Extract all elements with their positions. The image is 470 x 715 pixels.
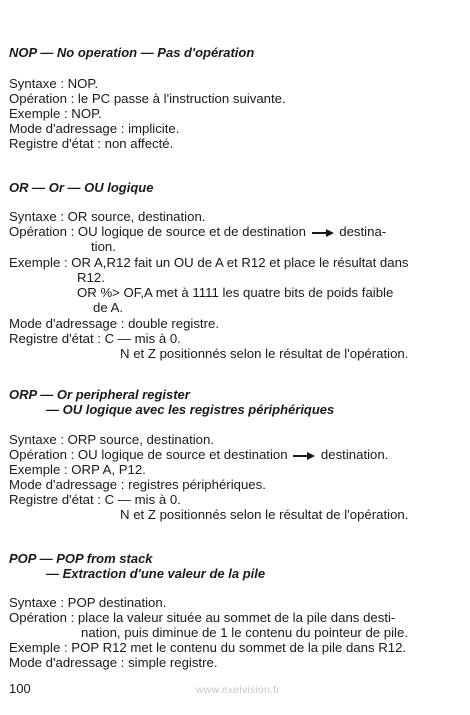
orp-syntax: Syntaxe : ORP source, destination. [9, 432, 215, 447]
right-arrow-icon [293, 451, 315, 461]
pop-mode: Mode d'adressage : simple registre. [9, 655, 218, 670]
or-operation-end: tion. [91, 239, 116, 254]
nop-operation: Opération : le PC passe à l'instruction suivante. [9, 91, 286, 106]
or-status: Registre d'état : C — mis à 0. [9, 331, 181, 346]
pop-operation-line2: nation, puis diminue de 1 le contenu du pointeur de pile. [81, 625, 408, 640]
pop-heading: POP — POP from stack [9, 551, 153, 566]
or-operation-text: Opération : OU logique de source et de destination [9, 224, 306, 239]
or-mode: Mode d'adressage : double registre. [9, 316, 219, 331]
or-example: Exemple : OR A,R12 fait un OU de A et R12 et place le résultat dans [9, 255, 409, 270]
or-example-line4: de A. [93, 300, 124, 315]
orp-operation [9, 447, 388, 462]
or-syntax: Syntaxe : OR source, destination. [9, 209, 206, 224]
or-example-line3: OR %> OF,A met à 1111 les quatre bits de poids faible [77, 285, 394, 300]
nop-mode: Mode d'adressage : implicite. [9, 121, 180, 136]
or-operation [9, 224, 386, 239]
nop-syntax: Syntaxe : NOP. [9, 76, 99, 91]
nop-heading: NOP — No operation — Pas d'opération [9, 45, 255, 60]
nop-status: Registre d'état : non affecté. [9, 136, 174, 151]
orp-mode: Mode d'adressage : registres périphériques. [9, 477, 266, 492]
orp-example: Exemple : ORP A, P12. [9, 462, 146, 477]
nop-example: Exemple : NOP. [9, 106, 102, 121]
or-heading: OR — Or — OU logique [9, 180, 154, 195]
watermark: www.exelvision.fr [196, 684, 280, 696]
orp-status-line2: N et Z positionnés selon le résultat de l'opération. [120, 507, 409, 522]
orp-operation-text: Opération : OU logique de source et destination [9, 447, 288, 462]
pop-example: Exemple : POP R12 met le contenu du sommet de la pile dans R12. [9, 640, 407, 655]
or-example-line2: R12. [77, 270, 105, 285]
orp-status: Registre d'état : C — mis à 0. [9, 492, 181, 507]
page-number: 100 [9, 681, 31, 696]
pop-subheading: — Extraction d'une valeur de la pile [46, 566, 266, 581]
or-status-line2: N et Z positionnés selon le résultat de l'opération. [120, 346, 409, 361]
orp-operation-continued: destination. [320, 447, 389, 462]
orp-heading: ORP — Or peripheral register [9, 387, 190, 402]
or-operation-continued: destina- [339, 224, 387, 239]
right-arrow-icon [312, 228, 334, 238]
pop-operation: Opération : place la valeur située au sommet de la pile dans desti- [9, 610, 396, 625]
pop-syntax: Syntaxe : POP destination. [9, 595, 167, 610]
orp-subheading: — OU logique avec les registres périphériques [46, 402, 335, 417]
